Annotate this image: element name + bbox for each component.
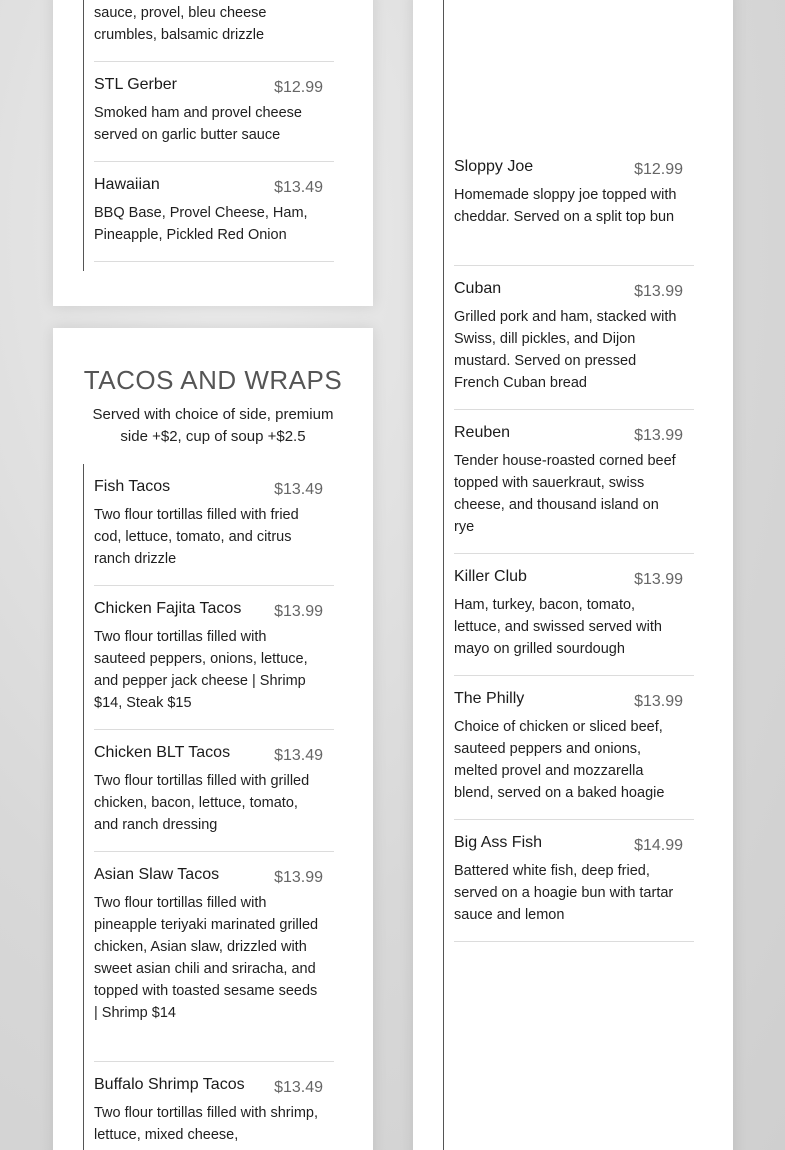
menu-item	[454, 280, 694, 410]
item-price: $13.99	[634, 571, 683, 588]
item-price: $13.99	[274, 603, 323, 620]
menu-item	[94, 176, 334, 262]
item-description: Two flour tortillas filled with fried cod, lettuce, tomato, and citrus ranch drizzle	[94, 507, 299, 567]
menu-item	[94, 1076, 334, 1150]
item-name: Buffalo Shrimp Tacos	[94, 1076, 245, 1093]
section-subtitle: Served with choice of side, premium side +$2, cup of soup +$2.5	[92, 406, 334, 445]
item-description: Choice of chicken or sliced beef, sauteed peppers and onions, melted provel and mozzarella blend, served on a baked hoagie	[454, 719, 665, 801]
section-title: TACOS AND WRAPS	[83, 365, 343, 395]
menu-item	[454, 424, 694, 554]
item-price: $13.49	[274, 179, 323, 196]
item-price: $12.99	[634, 161, 683, 178]
item-name: Chicken BLT Tacos	[94, 744, 231, 761]
item-description: Two flour tortillas filled with sauteed peppers, onions, lettuce, and pepper jack cheese | Shrimp $14, Steak $15	[94, 629, 308, 711]
item-name: The Philly	[454, 690, 525, 707]
item-description-partial: sauce, provel, bleu cheese crumbles, balsamic drizzle	[94, 5, 267, 43]
item-description: Ham, turkey, bacon, tomato, lettuce, and swissed served with mayo on grilled sourdough	[454, 597, 662, 657]
menu-item	[454, 834, 694, 942]
item-description: Grilled pork and ham, stacked with Swiss, dill pickles, and Dijon mustard. Served on pressed French Cuban bread	[454, 309, 677, 391]
item-name: STL Gerber	[94, 76, 177, 93]
item-description: Tender house-roasted corned beef topped with sauerkraut, swiss cheese, and thousand island on rye	[454, 453, 676, 535]
item-price: $12.99	[274, 79, 323, 96]
item-description: Homemade sloppy joe topped with cheddar. Served on a split top bun	[454, 187, 677, 225]
item-description: Smoked ham and provel cheese served on garlic butter sauce	[94, 105, 302, 143]
menu-item	[94, 478, 334, 586]
item-description: Two flour tortillas filled with shrimp, lettuce, mixed cheese,	[94, 1105, 319, 1143]
item-name: Fish Tacos	[94, 478, 171, 495]
menu-item	[94, 600, 334, 730]
menu-item	[94, 744, 334, 852]
item-name: Hawaiian	[94, 176, 160, 193]
menu-item	[454, 568, 694, 676]
menu-item	[454, 690, 694, 820]
item-price: $13.49	[274, 747, 323, 764]
item-price: $13.49	[274, 481, 323, 498]
menu-item	[94, 76, 334, 162]
item-description: Two flour tortillas filled with pineapple teriyaki marinated grilled chicken, Asian slaw, drizzled with sweet asian chili and sriracha, and topped with toasted sesame seeds | Shrimp $14	[94, 895, 319, 1021]
item-price: $14.99	[634, 837, 683, 854]
item-description: Battered white fish, deep fried, served on a hoagie bun with tartar sauce and lemon	[454, 863, 674, 923]
item-name: Sloppy Joe	[454, 158, 534, 175]
item-price: $13.49	[274, 1079, 323, 1096]
item-price: $13.99	[274, 869, 323, 886]
divider	[94, 61, 334, 62]
item-name: Big Ass Fish	[454, 834, 543, 851]
menu-item	[94, 866, 334, 1062]
section-rail	[83, 0, 84, 271]
item-description: Two flour tortillas filled with grilled chicken, bacon, lettuce, tomato, and ranch dressing	[94, 773, 310, 833]
item-price: $13.99	[634, 693, 683, 710]
item-description: BBQ Base, Provel Cheese, Ham, Pineapple, Pickled Red Onion	[94, 205, 308, 243]
item-price: $13.99	[634, 283, 683, 300]
section-rail	[443, 0, 444, 1150]
item-name: Chicken Fajita Tacos	[94, 600, 242, 617]
item-name: Reuben	[454, 424, 511, 441]
menu-item	[454, 158, 694, 266]
item-name: Asian Slaw Tacos	[94, 866, 220, 883]
item-name: Killer Club	[454, 568, 527, 585]
section-rail	[83, 464, 84, 1150]
item-price: $13.99	[634, 427, 683, 444]
item-name: Cuban	[454, 280, 502, 297]
